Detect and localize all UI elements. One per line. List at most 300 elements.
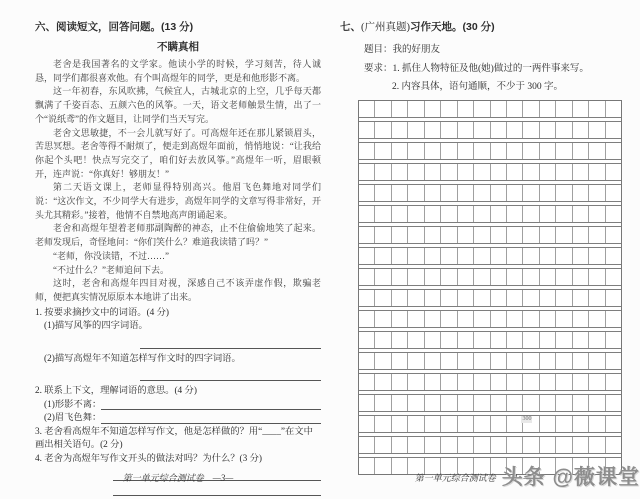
grid-cell bbox=[589, 206, 605, 222]
grid-cell bbox=[392, 269, 408, 285]
grid-cell bbox=[425, 332, 441, 348]
grid-cell bbox=[589, 290, 605, 306]
grid-cell bbox=[408, 269, 424, 285]
grid-cell bbox=[408, 353, 424, 369]
grid-cell bbox=[408, 374, 424, 390]
grid-cell bbox=[606, 437, 621, 453]
grid-cell bbox=[556, 122, 572, 138]
grid-row bbox=[359, 185, 621, 202]
grid-cell bbox=[458, 311, 474, 327]
grid-cell bbox=[606, 206, 621, 222]
grid-row bbox=[359, 290, 621, 307]
grid-cell bbox=[474, 227, 490, 243]
grid-cell bbox=[491, 206, 507, 222]
grid-row bbox=[359, 437, 621, 454]
grid-cell bbox=[425, 227, 441, 243]
grid-cell bbox=[392, 206, 408, 222]
grid-cell bbox=[507, 437, 523, 453]
grid-cell bbox=[573, 143, 589, 159]
grid-cell bbox=[392, 122, 408, 138]
grid-cell bbox=[474, 185, 490, 201]
grid-row bbox=[359, 101, 621, 118]
grid-cell bbox=[589, 143, 605, 159]
grid-cell bbox=[425, 143, 441, 159]
grid-cell bbox=[540, 185, 556, 201]
grid-cell bbox=[392, 437, 408, 453]
grid-cell bbox=[540, 143, 556, 159]
answer-blank-line bbox=[101, 399, 321, 411]
grid-cell bbox=[523, 185, 539, 201]
grid-cell bbox=[491, 122, 507, 138]
grid-cell bbox=[375, 332, 391, 348]
grid-cell bbox=[392, 164, 408, 180]
grid-cell bbox=[474, 353, 490, 369]
grid-cell bbox=[474, 248, 490, 264]
grid-cell bbox=[408, 185, 424, 201]
grid-cell bbox=[606, 332, 621, 348]
grid-cell bbox=[589, 437, 605, 453]
grid-cell bbox=[458, 437, 474, 453]
grid-cell bbox=[491, 332, 507, 348]
grid-cell bbox=[556, 374, 572, 390]
grid-cell bbox=[491, 143, 507, 159]
grid-cell bbox=[556, 206, 572, 222]
grid-cell bbox=[556, 332, 572, 348]
grid-cell bbox=[408, 143, 424, 159]
grid-cell bbox=[523, 227, 539, 243]
writing-section-header bbox=[340, 20, 632, 35]
grid-cell bbox=[507, 206, 523, 222]
grid-cell bbox=[523, 311, 539, 327]
grid-cell bbox=[425, 206, 441, 222]
grid-cell bbox=[589, 374, 605, 390]
grid-cell bbox=[425, 290, 441, 306]
grid-row bbox=[359, 227, 621, 244]
grid-cell bbox=[458, 206, 474, 222]
grid-cell bbox=[441, 416, 457, 432]
grid-cell bbox=[606, 311, 621, 327]
grid-cell bbox=[606, 416, 621, 432]
reading-section bbox=[35, 20, 321, 498]
grid-cell bbox=[359, 206, 375, 222]
grid-cell bbox=[425, 248, 441, 264]
grid-cell bbox=[491, 353, 507, 369]
grid-cell bbox=[507, 101, 523, 117]
grid-cell bbox=[507, 164, 523, 180]
grid-cell bbox=[507, 248, 523, 264]
question-1-sub-1: (1)描写风筝的四字词语。 bbox=[44, 321, 148, 332]
grid-cell bbox=[540, 122, 556, 138]
grid-cell bbox=[458, 353, 474, 369]
grid-cell bbox=[573, 122, 589, 138]
grid-cell bbox=[458, 332, 474, 348]
grid-cell bbox=[523, 290, 539, 306]
answer-blank-line bbox=[113, 483, 321, 496]
grid-cell bbox=[375, 248, 391, 264]
grid-cell bbox=[408, 437, 424, 453]
grid-cell bbox=[392, 290, 408, 306]
grid-cell bbox=[540, 101, 556, 117]
grid-cell bbox=[606, 374, 621, 390]
grid-cell bbox=[474, 437, 490, 453]
grid-cell bbox=[474, 269, 490, 285]
grid-row bbox=[359, 206, 621, 223]
grid-cell bbox=[359, 101, 375, 117]
grid-cell bbox=[491, 290, 507, 306]
grid-cell bbox=[392, 185, 408, 201]
grid-cell bbox=[441, 269, 457, 285]
grid-cell bbox=[573, 248, 589, 264]
grid-row bbox=[359, 143, 621, 160]
question-4: 4. 老舍为高煜年写作文开头的做法对吗？为什么？(3 分) bbox=[35, 453, 262, 464]
requirement-line-1: 要求：1. 抓住人物特征及他(她)做过的一两件事来写。 bbox=[364, 64, 589, 74]
grid-cell bbox=[441, 437, 457, 453]
grid-cell bbox=[408, 332, 424, 348]
grid-cell bbox=[359, 416, 375, 432]
grid-cell bbox=[408, 395, 424, 411]
grid-cell bbox=[359, 311, 375, 327]
grid-cell bbox=[523, 143, 539, 159]
word-count-marker: 300 bbox=[522, 416, 532, 422]
grid-cell bbox=[556, 416, 572, 432]
grid-cell bbox=[556, 185, 572, 201]
grid-cell bbox=[507, 227, 523, 243]
grid-cell bbox=[474, 122, 490, 138]
grid-cell bbox=[408, 227, 424, 243]
question-list bbox=[35, 307, 321, 497]
grid-cell bbox=[375, 143, 391, 159]
grid-row bbox=[359, 395, 621, 412]
grid-cell bbox=[392, 353, 408, 369]
grid-cell bbox=[474, 101, 490, 117]
grid-cell bbox=[392, 416, 408, 432]
grid-cell bbox=[491, 164, 507, 180]
grid-cell bbox=[375, 437, 391, 453]
grid-cell bbox=[540, 311, 556, 327]
grid-cell bbox=[573, 101, 589, 117]
grid-cell bbox=[474, 311, 490, 327]
grid-cell bbox=[606, 290, 621, 306]
grid-cell bbox=[359, 353, 375, 369]
grid-cell bbox=[375, 206, 391, 222]
grid-cell bbox=[589, 332, 605, 348]
grid-cell bbox=[573, 164, 589, 180]
grid-cell bbox=[556, 101, 572, 117]
grid-cell bbox=[540, 248, 556, 264]
grid-cell bbox=[441, 248, 457, 264]
passage-paragraph: 老舍是我国著名的文学家。他读小学的时候，学习刻苦，待人诚恳，同学们都很喜欢他。有个叫高煜年的同学，更是和他形影不离。 bbox=[35, 59, 321, 83]
answer-blank-line bbox=[140, 369, 321, 381]
grid-cell bbox=[540, 437, 556, 453]
page-footer-right: 第一单元综合测试卷 —4— bbox=[414, 473, 526, 483]
grid-cell bbox=[425, 416, 441, 432]
section-number: 七、 bbox=[340, 21, 361, 33]
grid-cell bbox=[606, 164, 621, 180]
grid-cell bbox=[441, 353, 457, 369]
grid-cell bbox=[589, 185, 605, 201]
grid-cell bbox=[540, 269, 556, 285]
grid-cell bbox=[589, 164, 605, 180]
grid-cell bbox=[474, 143, 490, 159]
grid-cell bbox=[491, 248, 507, 264]
grid-cell bbox=[540, 353, 556, 369]
grid-cell bbox=[523, 353, 539, 369]
grid-cell bbox=[556, 353, 572, 369]
writing-grid bbox=[358, 100, 622, 475]
grid-cell bbox=[589, 269, 605, 285]
grid-cell bbox=[556, 227, 572, 243]
grid-cell bbox=[573, 185, 589, 201]
passage-paragraph: “老师，你没读错，不过……” bbox=[53, 250, 169, 261]
grid-cell bbox=[573, 395, 589, 411]
grid-cell bbox=[606, 269, 621, 285]
grid-cell bbox=[491, 395, 507, 411]
grid-cell bbox=[589, 227, 605, 243]
grid-row bbox=[359, 353, 621, 370]
grid-cell bbox=[556, 437, 572, 453]
grid-cell bbox=[474, 374, 490, 390]
grid-cell bbox=[375, 311, 391, 327]
grid-cell bbox=[540, 164, 556, 180]
grid-row bbox=[359, 164, 621, 181]
grid-cell bbox=[507, 269, 523, 285]
grid-cell bbox=[474, 416, 490, 432]
grid-cell bbox=[458, 227, 474, 243]
grid-cell bbox=[425, 311, 441, 327]
grid-cell bbox=[375, 122, 391, 138]
grid-cell bbox=[606, 227, 621, 243]
grid-cell bbox=[441, 395, 457, 411]
grid-cell bbox=[408, 290, 424, 306]
grid-cell bbox=[359, 332, 375, 348]
grid-cell bbox=[458, 122, 474, 138]
grid-cell bbox=[359, 185, 375, 201]
question-1-sub-2: (2)描写高煜年不知道怎样写作文时的四字词语。 bbox=[44, 353, 241, 364]
grid-cell bbox=[589, 395, 605, 411]
grid-row bbox=[359, 311, 621, 328]
grid-cell bbox=[375, 227, 391, 243]
grid-cell bbox=[573, 437, 589, 453]
grid-cell bbox=[474, 395, 490, 411]
question-2-sub-2 bbox=[44, 412, 321, 426]
question-3: 3. 老舍看高煜年不知道怎样写作文，他是怎样做的？用“____”在文中画出相关语句。(2 分) bbox=[35, 426, 313, 451]
grid-cell bbox=[606, 101, 621, 117]
grid-cell bbox=[458, 374, 474, 390]
word-label: (2)眉飞色舞： bbox=[44, 413, 102, 424]
grid-cell bbox=[523, 248, 539, 264]
passage-paragraph: 这时，老舍和高煜年四目对视，深感自己不该弄虚作假，欺骗老师，便把真实情况原原本本地讲了出来。 bbox=[35, 278, 321, 302]
grid-cell bbox=[408, 101, 424, 117]
grid-cell bbox=[458, 101, 474, 117]
passage bbox=[35, 58, 321, 305]
grid-cell bbox=[540, 395, 556, 411]
grid-cell bbox=[556, 248, 572, 264]
grid-cell bbox=[491, 185, 507, 201]
grid-cell bbox=[556, 143, 572, 159]
grid-cell bbox=[573, 332, 589, 348]
grid-cell bbox=[589, 311, 605, 327]
grid-cell bbox=[573, 374, 589, 390]
grid-cell bbox=[441, 101, 457, 117]
grid-cell bbox=[359, 164, 375, 180]
grid-cell bbox=[392, 248, 408, 264]
grid-cell bbox=[491, 437, 507, 453]
grid-cell bbox=[441, 311, 457, 327]
grid-cell bbox=[458, 416, 474, 432]
grid-cell bbox=[523, 206, 539, 222]
watermark: 头条 @薇课堂 bbox=[501, 466, 640, 489]
grid-cell bbox=[573, 206, 589, 222]
grid-cell bbox=[474, 290, 490, 306]
grid-cell bbox=[359, 290, 375, 306]
grid-cell bbox=[573, 416, 589, 432]
passage-paragraph: “不过什么？”老师追问下去。 bbox=[53, 264, 169, 275]
grid-cell bbox=[359, 374, 375, 390]
grid-cell bbox=[408, 122, 424, 138]
question-2-sub-1 bbox=[44, 399, 321, 413]
grid-cell bbox=[375, 269, 391, 285]
grid-cell bbox=[507, 374, 523, 390]
grid-cell bbox=[573, 227, 589, 243]
grid-cell bbox=[523, 269, 539, 285]
grid-cell bbox=[556, 311, 572, 327]
question-2: 2. 联系上下文，理解词语的意思。(4 分) bbox=[35, 386, 197, 397]
passage-title: 不瞒真相 bbox=[157, 41, 199, 53]
answer-blank-line bbox=[140, 337, 321, 349]
grid-cell bbox=[425, 353, 441, 369]
grid-cell bbox=[441, 164, 457, 180]
grid-cell bbox=[540, 227, 556, 243]
page-footer-left: 第一单元综合测试卷 —3— bbox=[122, 473, 234, 483]
grid-cell bbox=[491, 311, 507, 327]
grid-cell bbox=[425, 101, 441, 117]
grid-cell bbox=[392, 311, 408, 327]
grid-cell bbox=[523, 437, 539, 453]
grid-cell bbox=[425, 437, 441, 453]
grid-cell bbox=[589, 353, 605, 369]
grid-cell bbox=[573, 269, 589, 285]
grid-row bbox=[359, 374, 621, 391]
writing-section bbox=[340, 20, 632, 475]
grid-cell bbox=[425, 395, 441, 411]
passage-paragraph: 老舍文思敏捷，不一会儿就写好了。可高煜年还在那儿紧锁眉头，苦思冥想。老舍等得不耐烦了，便走到高煜年面前，悄悄地说：“让我给你起个头吧！快点写完交了，咱们好去放风筝。”高煜年一听，眉眼顿开，连声说：“你真好！够朋友！” bbox=[35, 127, 321, 179]
passage-paragraph: 第二天语文课上，老师显得特别高兴。他眉飞色舞地对同学们说：“这次作文，不少同学大有进步，高煜年同学的文章写得非常好，开头尤其精彩。”接着，他情不自禁地高声朗诵起来。 bbox=[35, 182, 321, 220]
grid-cell bbox=[573, 353, 589, 369]
grid-cell bbox=[556, 269, 572, 285]
grid-cell bbox=[507, 311, 523, 327]
grid-cell bbox=[392, 374, 408, 390]
grid-cell bbox=[375, 374, 391, 390]
grid-cell bbox=[523, 332, 539, 348]
grid-cell bbox=[392, 101, 408, 117]
grid-cell bbox=[425, 374, 441, 390]
grid-cell bbox=[540, 374, 556, 390]
grid-cell bbox=[392, 227, 408, 243]
grid-row bbox=[359, 332, 621, 349]
grid-cell bbox=[359, 248, 375, 264]
grid-cell bbox=[540, 332, 556, 348]
grid-cell bbox=[507, 122, 523, 138]
grid-cell bbox=[408, 248, 424, 264]
grid-cell bbox=[425, 269, 441, 285]
grid-cell bbox=[507, 185, 523, 201]
grid-cell bbox=[606, 248, 621, 264]
grid-cell bbox=[375, 101, 391, 117]
grid-row bbox=[359, 416, 621, 433]
grid-cell bbox=[474, 164, 490, 180]
passage-paragraph: 老舍和高煜年望着老师那副陶醉的神态，止不住偷偷地笑了起来。老师发现后，奇怪地问：“你们笑什么？难道我读错了吗？” bbox=[35, 223, 321, 248]
grid-cell bbox=[507, 290, 523, 306]
grid-cell bbox=[491, 416, 507, 432]
grid-row bbox=[359, 269, 621, 286]
grid-cell bbox=[474, 332, 490, 348]
grid-cell bbox=[392, 143, 408, 159]
grid-cell bbox=[441, 143, 457, 159]
grid-cell bbox=[408, 206, 424, 222]
passage-paragraph: 这一年初春，东风吹拂，气候宜人，古城北京的上空，几乎每天都飘满了千姿百态、五颜六色的风筝。一天，语文老师触景生情，出了一个“说纸鸢”的作文题目，让同学们当天写完。 bbox=[35, 86, 321, 124]
grid-cell bbox=[359, 143, 375, 159]
grid-cell bbox=[589, 101, 605, 117]
grid-cell bbox=[491, 101, 507, 117]
grid-cell bbox=[441, 374, 457, 390]
grid-cell bbox=[359, 227, 375, 243]
grid-cell bbox=[573, 290, 589, 306]
grid-cell bbox=[441, 290, 457, 306]
grid-cell bbox=[606, 185, 621, 201]
grid-row bbox=[359, 248, 621, 265]
grid-cell bbox=[606, 143, 621, 159]
requirement-line-2: 2. 内容具体，语句通顺，不少于 300 字。 bbox=[392, 82, 564, 92]
grid-cell bbox=[375, 164, 391, 180]
grid-cell bbox=[474, 206, 490, 222]
grid-cell bbox=[507, 143, 523, 159]
grid-cell bbox=[375, 290, 391, 306]
reading-section-header: 六、阅读短文，回答问题。(13 分) bbox=[35, 21, 194, 33]
grid-cell bbox=[441, 185, 457, 201]
answer-blank-line bbox=[101, 412, 321, 424]
grid-cell bbox=[507, 332, 523, 348]
grid-cell bbox=[458, 395, 474, 411]
grid-cell bbox=[606, 353, 621, 369]
grid-cell bbox=[523, 374, 539, 390]
grid-cell bbox=[392, 332, 408, 348]
grid-cell bbox=[375, 353, 391, 369]
grid-cell bbox=[540, 290, 556, 306]
grid-cell bbox=[491, 374, 507, 390]
grid-cell bbox=[540, 206, 556, 222]
grid-cell bbox=[425, 185, 441, 201]
grid-cell bbox=[408, 311, 424, 327]
grid-cell bbox=[458, 164, 474, 180]
grid-cell bbox=[359, 437, 375, 453]
grid-cell bbox=[556, 395, 572, 411]
grid-cell bbox=[408, 164, 424, 180]
grid-cell bbox=[458, 248, 474, 264]
grid-cell bbox=[606, 122, 621, 138]
grid-cell bbox=[458, 290, 474, 306]
grid-cell bbox=[441, 206, 457, 222]
grid-cell bbox=[359, 395, 375, 411]
grid-cell bbox=[441, 332, 457, 348]
section-source-tag: (广州真题) bbox=[361, 22, 410, 33]
word-label: (1)形影不离： bbox=[44, 399, 102, 410]
grid-cell bbox=[523, 122, 539, 138]
grid-cell bbox=[392, 395, 408, 411]
grid-cell bbox=[540, 416, 556, 432]
grid-cell bbox=[458, 269, 474, 285]
grid-cell bbox=[441, 122, 457, 138]
grid-cell bbox=[425, 164, 441, 180]
